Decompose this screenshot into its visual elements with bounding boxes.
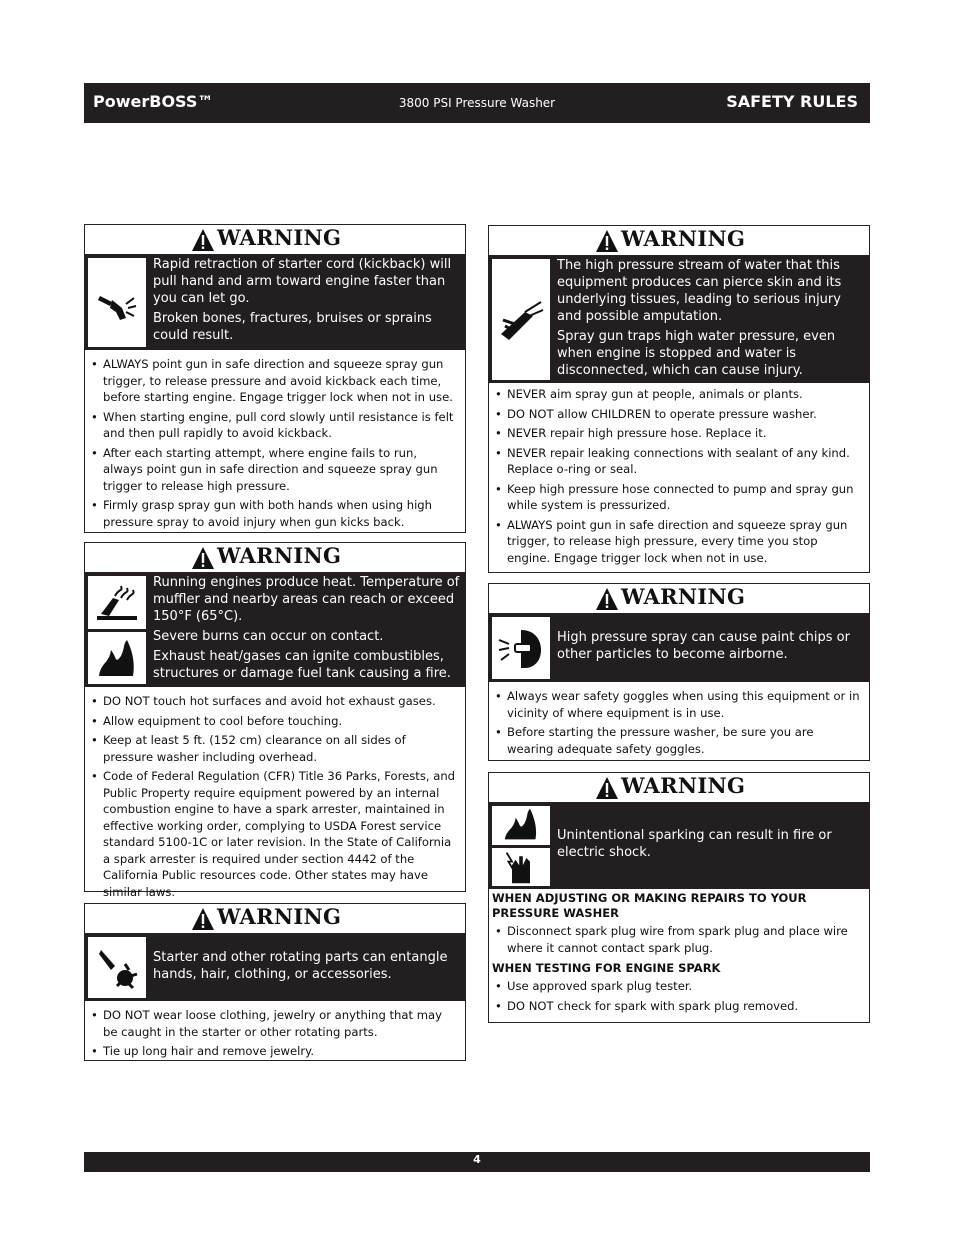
warning-triangle-icon	[191, 907, 215, 931]
hazard-panel	[85, 573, 465, 687]
list-item: • Allow equipment to cool before touching.	[89, 713, 459, 730]
warning-header	[85, 543, 465, 573]
fire-icon	[492, 806, 550, 845]
list-item: • After each starting attempt, where engine fails to run, always point gun in safe direction and squeeze spray gun trigger to release high pressure.	[89, 445, 459, 495]
warning-label: WARNING	[217, 543, 342, 568]
warning-header	[85, 904, 465, 934]
list-item: • NEVER repair leaking connections with sealant of any kind. Replace o-ring or seal.	[493, 445, 863, 478]
warning-label: WARNING	[217, 904, 342, 929]
hazard-panel	[489, 256, 869, 383]
warning-box-kickback	[84, 224, 466, 533]
kickback-icon	[88, 258, 146, 347]
safety-list	[489, 976, 869, 1014]
warning-triangle-icon	[595, 776, 619, 800]
list-item: • NEVER repair high pressure hose. Replace it.	[493, 425, 863, 442]
hazard-text: Unintentional sparking can result in fire or electric shock.	[557, 828, 832, 860]
warning-triangle-icon	[191, 228, 215, 252]
warning-box-heat	[84, 542, 466, 899]
warning-box-debris	[488, 583, 870, 761]
hazard-text: Starter and other rotating parts can entangle hands, hair, clothing, or accessories.	[153, 949, 448, 982]
list-item: • Firmly grasp spray gun with both hands when using high pressure spray to avoid injury when gun kicks back.	[89, 497, 459, 530]
list-item: • DO NOT touch hot surfaces and avoid hot exhaust gases.	[89, 693, 459, 710]
hot-surface-icon	[88, 576, 146, 629]
warning-label: WARNING	[621, 584, 746, 609]
safety-list	[85, 350, 465, 537]
hazard-icons	[85, 934, 149, 1001]
warning-header	[489, 773, 869, 803]
warning-header	[85, 225, 465, 255]
list-item: • Before starting the pressure washer, be sure you are wearing adequate safety goggles.	[493, 724, 863, 757]
safety-goggles-icon	[492, 617, 550, 679]
warning-triangle-icon	[191, 546, 215, 570]
warning-box-spark	[488, 772, 870, 1023]
hazard-text: Rapid retraction of starter cord (kickback) will pull hand and arm toward engine faster than you can let go.	[153, 257, 452, 306]
warning-label: WARNING	[621, 226, 746, 251]
warning-triangle-icon	[595, 587, 619, 611]
brand-name: PowerBOSS™	[93, 92, 214, 111]
list-item: • When starting engine, pull cord slowly until resistance is felt and then pull rapidly to avoid kickback.	[89, 409, 459, 442]
list-item: • Disconnect spark plug wire from spark plug and place wire where it cannot contact spark plug.	[493, 923, 863, 956]
section-title: SAFETY RULES	[726, 92, 858, 111]
list-item: • ALWAYS point gun in safe direction and squeeze spray gun trigger, to release high pressure, every time you stop engine. Engage trigger lock when not in use.	[493, 517, 863, 567]
warning-box-pierce	[488, 225, 870, 573]
subsection-heading: WHEN ADJUSTING OR MAKING REPAIRS TO YOUR PRESSURE WASHER	[492, 891, 807, 920]
warning-label: WARNING	[217, 225, 342, 250]
hazard-text: Running engines produce heat. Temperature of muffler and nearby areas can reach or exceed 150°F (65°C).	[153, 575, 460, 624]
hazard-text: The high pressure stream of water that this equipment produces can pierce skin and its underlying tissues, leading to serious injury and possible amputation.	[557, 258, 842, 324]
warning-header	[489, 226, 869, 256]
warning-box-entangle	[84, 903, 466, 1061]
model-name: 3800 PSI Pressure Washer	[398, 96, 556, 110]
hazard-text: Broken bones, fractures, bruises or sprains could result.	[153, 311, 432, 343]
list-item: • Code of Federal Regulation (CFR) Title 36 Parks, Forests, and Public Property require equipment powered by an internal combustion engine to have a spark arrester, maintained in effective working order, complying to USDA Forest service standard 5100-1C or later revision. In the State of California a spark arrester is required under section 4442 of the California Public resources code. Other states may have similar laws.	[89, 768, 459, 900]
hazard-panel	[85, 934, 465, 1001]
safety-list	[489, 921, 869, 956]
list-item: • Always wear safety goggles when using this equipment or in vicinity of where equipment is in use.	[493, 688, 863, 721]
subsection-heading: WHEN TESTING FOR ENGINE SPARK	[492, 961, 721, 975]
electric-shock-icon	[492, 848, 550, 887]
list-item: • DO NOT check for spark with spark plug removed.	[493, 998, 863, 1015]
page-footer	[84, 1152, 870, 1172]
safety-list	[85, 1001, 465, 1067]
list-item: • NEVER aim spray gun at people, animals or plants.	[493, 386, 863, 403]
warning-triangle-icon	[595, 229, 619, 253]
warning-header	[489, 584, 869, 614]
page-number: 4	[473, 1153, 481, 1166]
list-item: • Tie up long hair and remove jewelry.	[89, 1043, 459, 1060]
hazard-panel	[85, 255, 465, 350]
hazard-icons	[489, 803, 553, 889]
list-item: • Keep high pressure hose connected to pump and spray gun while system is pressurized.	[493, 481, 863, 514]
safety-list	[85, 687, 465, 907]
hazard-panel	[489, 614, 869, 682]
hazard-panel	[489, 803, 869, 889]
list-item: • Use approved spark plug tester.	[493, 978, 863, 995]
list-item: • DO NOT allow CHILDREN to operate pressure washer.	[493, 406, 863, 423]
list-item: • DO NOT wear loose clothing, jewelry or anything that may be caught in the starter or other rotating parts.	[89, 1007, 459, 1040]
hazard-text: Spray gun traps high water pressure, even when engine is stopped and water is disconnected, which can cause injury.	[557, 329, 836, 378]
safety-list	[489, 383, 869, 573]
hazard-text: High pressure spray can cause paint chips or other particles to become airborne.	[557, 630, 850, 662]
skin-injection-icon	[492, 259, 550, 380]
warning-label: WARNING	[621, 773, 746, 798]
hazard-text: Severe burns can occur on contact.	[153, 629, 384, 644]
page-header	[84, 83, 870, 123]
safety-list	[489, 682, 869, 764]
hazard-icons	[489, 614, 553, 682]
hazard-icons	[85, 255, 149, 350]
hazard-text: Exhaust heat/gases can ignite combustibles, structures or damage fuel tank causing a fire.	[153, 649, 451, 681]
list-item: • ALWAYS point gun in safe direction and squeeze spray gun trigger, to release pressure and avoid kickback each time, before starting engine. Engage trigger lock when not in use.	[89, 356, 459, 406]
list-item: • Keep at least 5 ft. (152 cm) clearance on all sides of pressure washer including overhead.	[89, 732, 459, 765]
hazard-icons	[489, 256, 553, 383]
hazard-icons	[85, 573, 149, 687]
fire-icon	[88, 632, 146, 685]
entanglement-icon	[88, 937, 146, 998]
